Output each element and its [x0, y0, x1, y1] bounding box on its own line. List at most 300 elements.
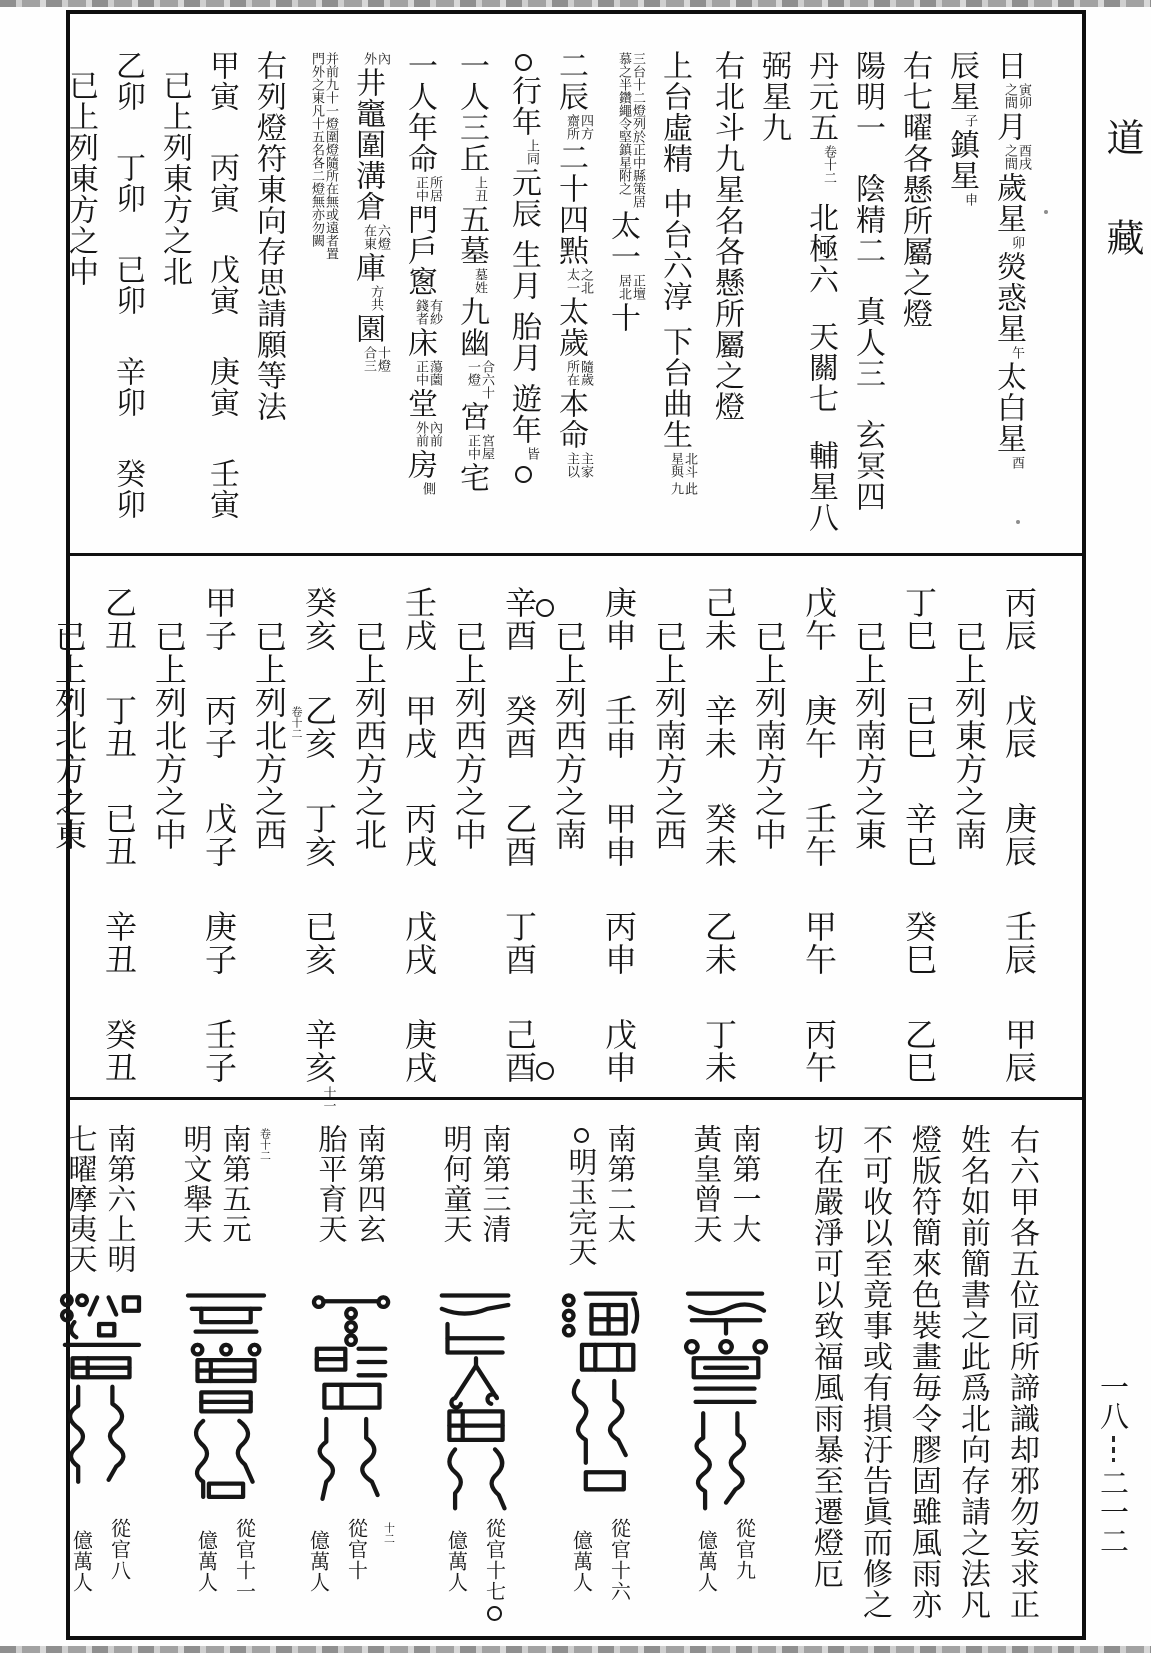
- text-column: [204, 50, 238, 520]
- text-run: 丁丑: [100, 694, 138, 760]
- text-run: 辛卯: [110, 356, 145, 418]
- text-column: [808, 1124, 842, 1620]
- text-column: [101, 586, 136, 1084]
- text-run: 姓名如前簡書之此爲北向存請之法凡: [955, 1124, 990, 1620]
- text-run: 十: [605, 302, 640, 333]
- text-run: 乙卯: [110, 50, 145, 112]
- text-column: [651, 586, 686, 851]
- text-run: 庚申: [600, 586, 638, 652]
- column-gap: [221, 418, 222, 458]
- text-run: 辛未: [700, 694, 738, 760]
- retinue-caption: [445, 1518, 507, 1654]
- myriad-people-label: 億萬人: [306, 1530, 331, 1593]
- text-column: [501, 586, 536, 1084]
- column-gap: [319, 868, 320, 910]
- collection-char-zang: 藏: [1100, 218, 1144, 256]
- myriad-people-label: 億萬人: [69, 1530, 94, 1593]
- text-column: [955, 1124, 989, 1620]
- interlinear-note: 三台十二燈列於正中縣策居 慕之半鑽繩令堅鎮星附之: [616, 52, 645, 208]
- interlinear-note: 之北 太一: [564, 268, 593, 294]
- interlinear-note: 內前 外前: [413, 421, 442, 447]
- text-run: 庚子: [200, 910, 238, 976]
- text-run: 右北斗九星名各懸所屬之燈: [709, 50, 744, 422]
- column-gap: [419, 760, 420, 802]
- officials-count: 從官十一: [232, 1518, 257, 1602]
- circle-mark: [515, 54, 532, 71]
- text-column: [944, 50, 978, 208]
- heaven-title-right: 南第六上明: [103, 1124, 138, 1274]
- text-run: 戊寅: [204, 254, 239, 316]
- text-column: [601, 586, 636, 1084]
- text-run: 鎮星: [944, 129, 979, 191]
- column-gap: [919, 652, 920, 694]
- page-number-separator: [1112, 1436, 1115, 1462]
- heaven-title: [441, 1124, 511, 1284]
- column-gap: [119, 760, 120, 802]
- text-column: [298, 50, 337, 262]
- column-gap: [1019, 868, 1020, 910]
- column-gap: [819, 652, 820, 694]
- heaven-title-right: 南第四玄: [353, 1124, 388, 1244]
- column-gap: [719, 652, 720, 694]
- margin-note-juan: 卷十二: [290, 706, 303, 739]
- margin-note-juan: 卷十二: [258, 1128, 272, 1161]
- text-run: 乙未: [700, 910, 738, 976]
- text-column: [553, 50, 592, 480]
- column-gap: [523, 229, 524, 239]
- page-number-page: 二一二: [1096, 1468, 1130, 1555]
- text-run: 戊子: [200, 802, 238, 868]
- column-gap: [221, 112, 222, 152]
- text-run: 燈版符簡來色裝畫毎令膠固雖風雨亦: [906, 1124, 941, 1620]
- text-column: [709, 50, 743, 422]
- column-gap: [719, 976, 720, 1018]
- text-run: 房: [402, 449, 437, 480]
- text-column: [454, 50, 493, 493]
- margin-note: 十二: [382, 1522, 396, 1544]
- text-run: 陰精二: [850, 173, 885, 266]
- column-gap: [919, 976, 920, 1018]
- text-run: 熒惑星: [991, 251, 1026, 344]
- text-run: 癸丑: [100, 1018, 138, 1084]
- talisman-glyph: [303, 1286, 399, 1514]
- myriad-people-label: 億萬人: [569, 1530, 594, 1593]
- interlinear-note: 有紗 錢者: [413, 299, 442, 325]
- text-run: 已巳: [900, 694, 938, 760]
- column-gap: [127, 112, 128, 152]
- retinue-caption: [695, 1518, 757, 1654]
- text-run: 宮: [454, 401, 489, 432]
- text-run: 已上列西方之北: [350, 620, 388, 851]
- heaven-title-left: 明何童天: [439, 1124, 474, 1244]
- myriad-people-label: 億萬人: [694, 1530, 719, 1593]
- column-gap: [1019, 652, 1020, 694]
- text-run: 歲星: [991, 172, 1026, 234]
- text-run: 已上列東方之北: [157, 70, 192, 287]
- officials-count: 從官八: [107, 1518, 132, 1581]
- column-gap: [519, 652, 520, 694]
- text-run: 遊年: [506, 383, 541, 445]
- text-run: 已上列南方之中: [750, 620, 788, 851]
- column-gap: [867, 389, 868, 419]
- text-column: [850, 50, 884, 512]
- heaven-title-left: 明玉完天: [566, 1124, 597, 1284]
- text-run: 辰星: [944, 50, 979, 112]
- text-run: 戊午: [800, 586, 838, 652]
- scan-edge-top: [0, 0, 1151, 7]
- heaven-title-left: 胎平育天: [314, 1124, 349, 1244]
- text-column: [301, 586, 336, 1114]
- column-gap: [219, 976, 220, 1018]
- text-run: 丹元五: [803, 50, 838, 143]
- interlinear-note: 北斗 星與: [668, 452, 697, 478]
- interlinear-note: 四方 齋所: [564, 114, 593, 140]
- text-run: 丁酉: [500, 910, 538, 976]
- heaven-title-right: 南第一大: [728, 1124, 763, 1244]
- interlinear-note: 內 外: [361, 52, 390, 65]
- text-run: 上台虛精: [657, 50, 692, 174]
- interlinear-note: 上丑: [472, 176, 487, 202]
- text-run: 玄冥四: [850, 419, 885, 512]
- heaven-title: [316, 1124, 386, 1284]
- text-run: 甲申: [600, 802, 638, 868]
- text-run: 天關七: [803, 321, 838, 414]
- heaven-title-left: 七曜摩夷天: [64, 1124, 99, 1274]
- text-run: 日: [991, 50, 1026, 81]
- text-column: [991, 50, 1030, 471]
- text-run: 生月: [506, 239, 541, 301]
- interlinear-note: 方共: [368, 285, 383, 311]
- column-gap: [419, 652, 420, 694]
- heaven-title-right: 南第五元: [218, 1124, 253, 1244]
- heaven-title-right: 南第二太: [603, 1124, 638, 1244]
- heaven-title: [181, 1124, 271, 1284]
- talisman-entry: [292, 1124, 409, 1654]
- talisman-glyph: [553, 1286, 649, 1514]
- text-column: [451, 586, 486, 851]
- text-column: [506, 50, 540, 487]
- label-spacer: [1122, 156, 1123, 218]
- interlinear-note: 側: [420, 482, 435, 495]
- column-gap: [127, 214, 128, 254]
- text-run: 行年: [506, 75, 541, 137]
- column-gap: [319, 652, 320, 694]
- text-run: 已上列南方之西: [650, 620, 688, 851]
- interlinear-note: 子: [962, 114, 977, 127]
- text-run: 甲戌: [400, 694, 438, 760]
- text-run: 已上列西方之中: [450, 620, 488, 851]
- heaven-title: [66, 1124, 136, 1284]
- text-column: [1004, 1124, 1038, 1620]
- text-run: 太一: [605, 210, 640, 272]
- text-run: 太歲: [553, 296, 588, 358]
- column-gap: [619, 976, 620, 1018]
- text-run: 右列燈符東向存思請願等法: [251, 50, 286, 422]
- text-run: 已上列西方之南: [550, 620, 588, 851]
- interlinear-note: 酉: [1009, 456, 1024, 469]
- text-column: [901, 586, 936, 1084]
- text-run: 堂: [402, 388, 437, 419]
- retinue-caption: [570, 1518, 632, 1654]
- circle-mark: [574, 1128, 589, 1143]
- interlinear-note: 寅卯 之間: [1002, 83, 1031, 109]
- talisman-entry: [667, 1124, 784, 1654]
- interlinear-note: 宮屋 正中: [465, 434, 494, 460]
- register-middle-ganzhi-lamp-list: [50, 553, 1082, 1112]
- text-run: 壬辰: [1000, 910, 1038, 976]
- column-gap: [820, 295, 821, 321]
- text-run: 本命: [553, 388, 588, 450]
- column-gap: [619, 760, 620, 802]
- text-run: 癸巳: [900, 910, 938, 976]
- text-run: 乙亥: [300, 694, 338, 760]
- text-run: 癸酉: [500, 694, 538, 760]
- interlinear-note: 卷十二: [821, 145, 836, 184]
- text-run: 太白星: [991, 361, 1026, 454]
- interlinear-note: 墓姓: [472, 268, 487, 294]
- column-gap: [1019, 976, 1020, 1018]
- interlinear-note: 上同: [524, 139, 539, 165]
- text-run: 丁卯: [110, 152, 145, 214]
- text-run: 已上列北方之中: [150, 620, 188, 851]
- interlinear-note: 主家 主以: [564, 452, 593, 478]
- circle-mark: [536, 599, 554, 617]
- column-gap: [523, 301, 524, 311]
- text-run: 丙午: [800, 1018, 838, 1084]
- text-column: [951, 586, 986, 851]
- circle-mark: [515, 466, 532, 483]
- text-run: 乙丑: [100, 586, 138, 652]
- text-column: [401, 586, 436, 1084]
- text-run: 真人三: [850, 296, 885, 389]
- interlinear-note: 所居 正中: [413, 176, 442, 202]
- interlinear-note: 十燈 合三: [361, 346, 390, 372]
- text-run: 已上列東方之南: [950, 620, 988, 851]
- text-run: 右七曜各懸所屬之燈: [897, 50, 932, 329]
- column-gap: [319, 760, 320, 802]
- text-column: [605, 50, 644, 333]
- text-run: 二辰: [553, 50, 588, 112]
- talisman-glyph: [678, 1286, 774, 1514]
- text-run: 切在嚴淨可以致福風雨暴至遷燈厄: [808, 1124, 843, 1589]
- interlinear-note: 午: [1009, 346, 1024, 359]
- column-gap: [319, 976, 320, 1018]
- text-column: [657, 50, 696, 497]
- text-column: [857, 1124, 891, 1620]
- text-column: [251, 586, 286, 851]
- text-column: [1001, 586, 1036, 1084]
- text-column: [551, 586, 586, 851]
- text-column: [350, 50, 389, 374]
- column-gap: [119, 976, 120, 1018]
- text-run: 戊申: [600, 1018, 638, 1084]
- interlinear-note: 皆: [524, 447, 539, 460]
- scan-noise-dot: [1044, 210, 1048, 214]
- officials-count: 從官十六: [607, 1518, 632, 1602]
- daozang-margin-label: [1102, 118, 1142, 256]
- talisman-glyph: [428, 1286, 524, 1514]
- register-bottom-talismans: [64, 1097, 1082, 1632]
- column-gap: [219, 868, 220, 910]
- text-column: [751, 586, 786, 851]
- talisman-entry: [167, 1124, 284, 1654]
- text-run: 弼星九: [756, 50, 791, 143]
- column-gap: [819, 760, 820, 802]
- column-gap: [519, 760, 520, 802]
- text-run: 不可收以至竟事或有損汙告眞而修之: [857, 1124, 892, 1620]
- text-run: 丙子: [200, 694, 238, 760]
- interlinear-note: 十一: [320, 1086, 336, 1112]
- text-run: 一人三丘: [454, 50, 489, 174]
- column-gap: [820, 186, 821, 202]
- interlinear-note: 并前九十一燈圍燈隨所在無或遠者置 門外之東凡十五名各二燈無亦勿闕: [309, 52, 338, 260]
- text-column: [251, 50, 285, 422]
- text-run: 五墓: [454, 204, 489, 266]
- officials-count: 從官十: [344, 1518, 369, 1581]
- text-column: [51, 586, 86, 851]
- section-end-circle-mark: [536, 1062, 554, 1080]
- column-gap: [619, 652, 620, 694]
- officials-count: 從官九: [732, 1518, 757, 1581]
- text-run: 床: [402, 327, 437, 358]
- text-run: 辛酉: [500, 586, 538, 652]
- column-gap: [719, 760, 720, 802]
- text-run: 元辰: [506, 167, 541, 229]
- talisman-glyph: [178, 1286, 274, 1514]
- text-column: [351, 586, 386, 851]
- text-column: [851, 586, 886, 851]
- text-run: 甲子: [200, 586, 238, 652]
- text-column: [701, 586, 736, 1084]
- text-run: 乙巳: [900, 1018, 938, 1084]
- text-column: [756, 50, 790, 143]
- text-run: 辛亥: [300, 1018, 338, 1084]
- retinue-caption: [70, 1518, 132, 1654]
- text-run: 已丑: [100, 802, 138, 868]
- text-run: 陽明一: [850, 50, 885, 143]
- interlinear-note: 申: [962, 193, 977, 206]
- text-run: 丙申: [600, 910, 638, 976]
- text-run: 丙寅: [204, 152, 239, 214]
- text-run: 庚辰: [1000, 802, 1038, 868]
- interlinear-note: 正壇 居北: [616, 274, 645, 300]
- text-run: 井竈圍溝倉: [350, 67, 385, 222]
- text-run: 壬寅: [204, 458, 239, 520]
- column-gap: [719, 868, 720, 910]
- text-run: 丁亥: [300, 802, 338, 868]
- text-column: [897, 50, 931, 329]
- column-gap: [819, 868, 820, 910]
- text-run: 癸卯: [110, 458, 145, 520]
- text-run: 甲辰: [1000, 1018, 1038, 1084]
- text-run: 乙酉: [500, 802, 538, 868]
- heaven-title-left: 黃皇曾天: [689, 1124, 724, 1244]
- text-run: 丙戌: [400, 802, 438, 868]
- column-gap: [221, 214, 222, 254]
- text-run: 丙辰: [1000, 586, 1038, 652]
- interlinear-note: 隨歲 所在: [564, 360, 593, 386]
- heaven-title-left: 明文舉天: [179, 1124, 214, 1244]
- myriad-people-label: 億萬人: [444, 1530, 469, 1593]
- text-column: [110, 50, 144, 520]
- talisman-entries: [42, 1124, 784, 1654]
- heaven-title-right: 南第三清: [478, 1124, 513, 1244]
- retinue-caption: [195, 1518, 257, 1654]
- text-run: 壬申: [600, 694, 638, 760]
- officials-count: 從官十七: [483, 1518, 507, 1654]
- heaven-title: [566, 1124, 636, 1284]
- column-gap: [820, 414, 821, 440]
- text-run: 辛巳: [900, 802, 938, 868]
- column-gap: [919, 868, 920, 910]
- text-run: 北極六: [803, 202, 838, 295]
- collection-char-dao: 道: [1100, 118, 1144, 156]
- column-gap: [119, 868, 120, 910]
- text-run: 已上列北方之東: [50, 620, 88, 851]
- column-gap: [219, 652, 220, 694]
- text-run: 中台六淳: [657, 188, 692, 312]
- page-number: [1094, 1372, 1131, 1555]
- talisman-instructions-text: [808, 1124, 1038, 1620]
- text-run: 一人年命: [402, 50, 437, 174]
- text-run: 壬子: [200, 1018, 238, 1084]
- text-column: [402, 50, 441, 497]
- column-gap: [1019, 760, 1020, 802]
- text-run: 庚戌: [400, 1018, 438, 1084]
- column-gap: [919, 760, 920, 802]
- column-gap: [127, 316, 128, 356]
- text-run: 丁未: [700, 1018, 738, 1084]
- column-gap: [523, 373, 524, 383]
- text-column: [906, 1124, 940, 1620]
- column-gap: [867, 143, 868, 173]
- text-run: 甲午: [800, 910, 838, 976]
- interlinear-note: 此 九: [668, 482, 697, 495]
- column-gap: [419, 868, 420, 910]
- text-run: 壬午: [800, 802, 838, 868]
- text-run: 庫: [350, 252, 385, 283]
- column-gap: [619, 868, 620, 910]
- column-gap: [119, 652, 120, 694]
- page-border-frame: [50, 10, 1086, 1640]
- talisman-entry: [42, 1124, 159, 1654]
- text-run: 下台曲生: [657, 326, 692, 450]
- text-run: 庚寅: [204, 356, 239, 418]
- text-run: 輔星八: [803, 440, 838, 533]
- text-column: [803, 50, 837, 533]
- heaven-title: [691, 1124, 761, 1284]
- scan-noise-dot: [1016, 520, 1020, 524]
- talisman-entry: [417, 1124, 534, 1654]
- text-run: 癸未: [700, 802, 738, 868]
- text-run: 丁巳: [900, 586, 938, 652]
- text-run: 右六甲各五位同所諦識却邪勿妄求正: [1004, 1124, 1039, 1620]
- text-run: 庚午: [800, 694, 838, 760]
- text-run: 己酉: [500, 1018, 538, 1084]
- text-run: 宅: [454, 462, 489, 493]
- text-run: 辛丑: [100, 910, 138, 976]
- text-run: 門戶窻: [402, 204, 437, 297]
- text-run: 已上列北方之西: [250, 620, 288, 851]
- circle-mark: [487, 1606, 502, 1621]
- text-run: 己未: [700, 586, 738, 652]
- text-run: 戊辰: [1000, 694, 1038, 760]
- column-gap: [519, 976, 520, 1018]
- text-column: [201, 586, 236, 1084]
- retinue-caption: [307, 1518, 395, 1654]
- page-number-volume: 一八: [1096, 1372, 1130, 1430]
- interlinear-note: 卯: [1009, 236, 1024, 249]
